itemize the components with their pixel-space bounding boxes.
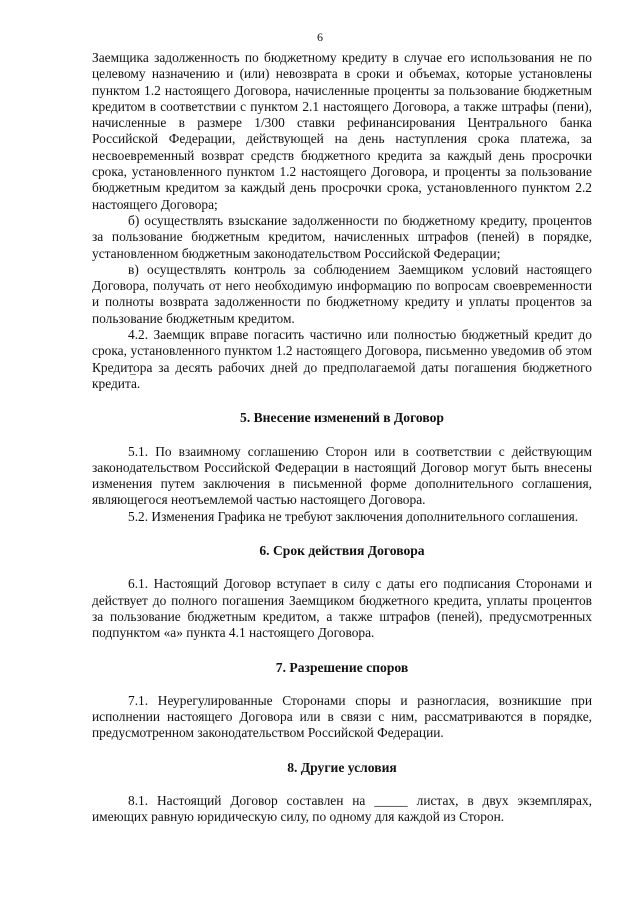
paragraph-4-1-v: в) осуществлять контроль за соблюдением Заемщиком условий настоящего Договора, получать от него необходимую информацию по вопросам своевременности и полноты возврата задолженности по бюджетному кредиту и уплаты процентов за пользование бюджетным кредитом. bbox=[92, 261, 592, 326]
page-number: 6 bbox=[317, 30, 323, 44]
paragraph-continuation: Заемщика задолженность по бюджетному кредиту в случае его использования не по целевому назначению и (или) невозврата в сроки и объемах, которые установлены пунктом 1.2 настоящего Договора, начисленные проценты за пользование бюджетным кредитом в соответствии с пунктом 2.1 настоящего Договора, а также штрафы (пени), начисленные в размере 1/300 ставки рефинансирования Центрального банка Российской Федерации, действующей на день наступления срока платежа, за несвоевременный возврат средств бюджетного кредита за каждый день просрочки срока, установленного пунктом 1.2 настоящего Договора, и проценты за пользование бюджетным кредитом за каждый день просрочки срока, установленного пунктом 2.2 настоящего Договора; bbox=[92, 50, 592, 212]
paragraph-4-2: 4.2. Заемщик вправе погасить частично или полностью бюджетный кредит до срока, установленного пунктом 1.2 настоящего Договора, письменно уведомив об этом Кредитора за десять рабочих дней до предполагаемой даты погашения бюджетного кредита. bbox=[92, 327, 592, 391]
section-title-8: 8. Другие условия bbox=[287, 759, 397, 775]
paragraph-6-1: 6.1. Настоящий Договор вступает в силу с даты его подписания Сторонами и действует до полного погашения Заемщиком бюджетного кредита, уплаты процентов за пользование бюджетным кредитом, а также штрафов (пеней), предусмотренных подпунктом «а» пункта 4.1 настоящего Договора. bbox=[92, 576, 592, 641]
section-title-5: 5. Внесение изменений в Договор bbox=[240, 410, 444, 426]
paragraph-5-2: 5.2. Изменения Графика не требуют заключения дополнительного соглашения. bbox=[128, 508, 579, 524]
section-title-7: 7. Разрешение споров bbox=[275, 659, 409, 675]
paragraph-8-1: 8.1. Настоящий Договор составлен на _____ листах, в двух экземплярах, имеющих равную юридическую силу, по одному для каждой из Сторон. bbox=[92, 792, 592, 825]
paragraph-5-1: 5.1. По взаимному соглашению Сторон или в соответствии с действующим законодательством Российской Федерации в настоящий Договор могут быть внесены изменения путем заключения в письменной форме дополнительного соглашения, являющегося неотъемлемой частью настоящего Договора. bbox=[92, 443, 592, 508]
paragraph-4-1-b: б) осуществлять взыскание задолженности по бюджетному кредиту, процентов за пользование бюджетным кредитом, начисленных штрафов (пеней) в порядке, установленном бюджетным законодательством Российской Федерации; bbox=[92, 212, 592, 261]
paragraph-7-1: 7.1. Неурегулированные Сторонами споры и разногласия, возникшие при исполнении настоящего Договора или в связи с ним, рассматриваются в порядке, предусмотренном законодательством Российской Федерации. bbox=[92, 692, 592, 741]
section-title-6: 6. Срок действия Договора bbox=[259, 543, 425, 559]
document-body bbox=[92, 50, 592, 826]
